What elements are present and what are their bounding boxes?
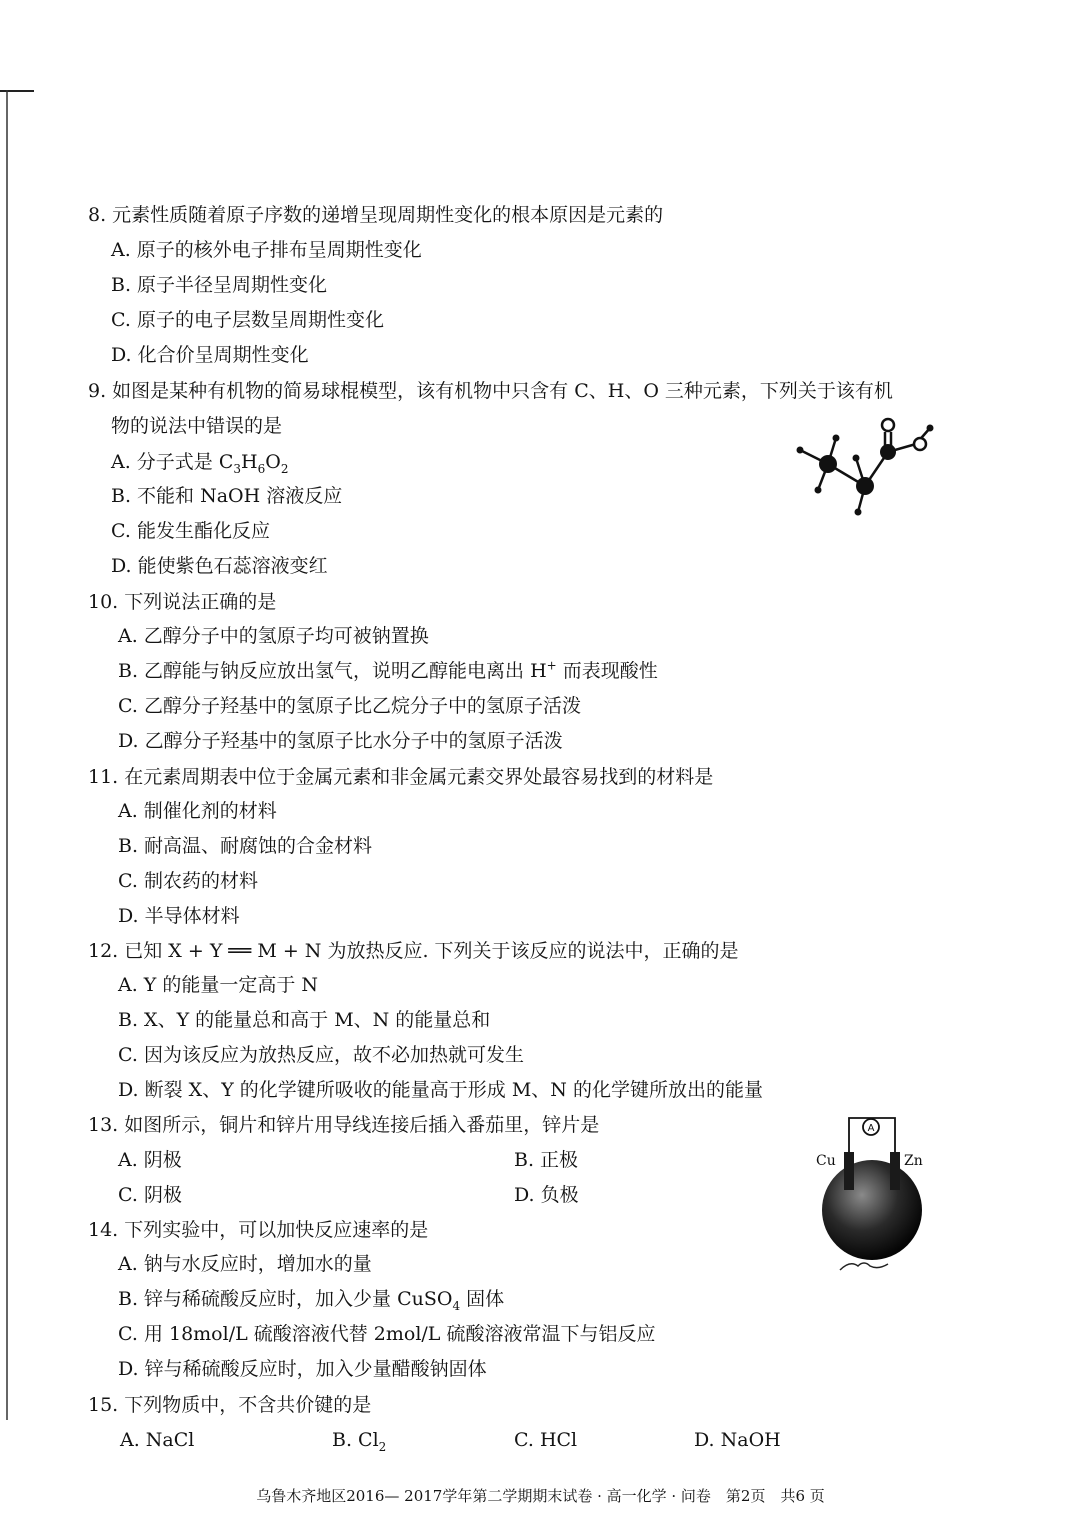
question-15-stem: 15. 下列物质中，不含共价键的是: [88, 1394, 372, 1416]
question-9-option-b: B. 不能和 NaOH 溶液反应: [111, 485, 343, 507]
question-9-stem-continued: 物的说法中错误的是: [111, 415, 283, 437]
question-12-option-d: D. 断裂 X、Y 的化学键所吸收的能量高于形成 M、N 的化学键所放出的能量: [118, 1079, 763, 1101]
question-10-option-d: D. 乙醇分子羟基中的氢原子比水分子中的氢原子活泼: [118, 730, 563, 752]
question-12-stem: 12. 已知 X + Y ══ M + N 为放热反应. 下列关于该反应的说法中，正确的是: [88, 940, 739, 962]
question-8-option-b: B. 原子半径呈周期性变化: [111, 274, 328, 296]
question-11-stem: 11. 在元素周期表中位于金属元素和非金属元素交界处最容易找到的材料是: [88, 766, 714, 788]
question-11-option-d: D. 半导体材料: [118, 905, 240, 927]
question-13-option-a: A. 阴极: [118, 1149, 182, 1171]
question-9-option-c: C. 能发生酯化反应: [111, 520, 270, 542]
question-11-option-b: B. 耐高温、耐腐蚀的合金材料: [118, 835, 373, 857]
question-8-stem: 8. 元素性质随着原子序数的递增呈现周期性变化的根本原因是元素的: [88, 204, 664, 226]
page-footer: 乌鲁木齐地区2016— 2017学年第二学期期末试卷 · 高一化学 · 问卷 第2页 共6 页: [256, 1487, 825, 1505]
question-8-option-c: C. 原子的电子层数呈周期性变化: [111, 309, 384, 331]
question-12-option-b: B. X、Y 的能量总和高于 M、N 的能量总和: [118, 1009, 491, 1031]
question-14-stem: 14. 下列实验中，可以加快反应速率的是: [88, 1219, 429, 1241]
ammeter-label: A: [867, 1123, 875, 1134]
question-15-option-d: D. NaOH: [694, 1429, 781, 1451]
question-13-option-c: C. 阴极: [118, 1184, 182, 1206]
copper-label: Cu: [816, 1153, 836, 1169]
question-11-option-c: C. 制农药的材料: [118, 870, 258, 892]
question-9-option-a: A. 分子式是 $C_3H_6O_2$: [111, 451, 289, 476]
question-13-stem: 13. 如图所示，铜片和锌片用导线连接后插入番茄里，锌片是: [88, 1114, 600, 1136]
question-8-option-d: D. 化合价呈周期性变化: [111, 344, 309, 366]
tomato-battery-figure: [810, 1110, 940, 1280]
question-14-option-b: B. 锌与稀硫酸反应时，加入少量 CuSO$_4$ 固体: [118, 1288, 505, 1313]
zinc-label: Zn: [904, 1153, 923, 1169]
question-14-option-a: A. 钠与水反应时，增加水的量: [118, 1253, 372, 1275]
question-15-option-c: C. HCl: [514, 1429, 578, 1451]
question-14-option-d: D. 锌与稀硫酸反应时，加入少量醋酸钠固体: [118, 1358, 487, 1380]
question-10-option-c: C. 乙醇分子羟基中的氢原子比乙烷分子中的氢原子活泼: [118, 695, 581, 717]
question-13-option-b: B. 正极: [514, 1149, 579, 1171]
question-10-stem: 10. 下列说法正确的是: [88, 591, 277, 613]
question-10-option-b: B. 乙醇能与钠反应放出氢气，说明乙醇能电离出 H+ 而表现酸性: [118, 658, 658, 682]
question-15-option-b: B. $Cl_2$: [332, 1429, 387, 1454]
question-10-option-a: A. 乙醇分子中的氢原子均可被钠置换: [118, 625, 429, 647]
question-14-option-c: C. 用 18mol/L 硫酸溶液代替 2mol/L 硫酸溶液常温下与铝反应: [118, 1323, 656, 1345]
question-11-option-a: A. 制催化剂的材料: [118, 800, 277, 822]
question-12-option-c: C. 因为该反应为放热反应，故不必加热就可发生: [118, 1044, 524, 1066]
tomato-icon: [822, 1160, 922, 1260]
question-9-option-d: D. 能使紫色石蕊溶液变红: [111, 555, 328, 577]
binding-edge: [6, 90, 8, 1420]
question-13-option-d: D. 负极: [514, 1184, 579, 1206]
question-12-option-a: A. Y 的能量一定高于 N: [118, 974, 319, 996]
question-9-stem: 9. 如图是某种有机物的简易球棍模型，该有机物中只含有 C、H、O 三种元素，下列关于该有机: [88, 380, 893, 402]
tomato-stem-icon: [840, 1263, 888, 1270]
ball-and-stick-model-figure: [790, 412, 950, 522]
question-8-option-a: A. 原子的核外电子排布呈周期性变化: [111, 239, 422, 261]
question-15-option-a: A. NaCl: [120, 1429, 195, 1451]
